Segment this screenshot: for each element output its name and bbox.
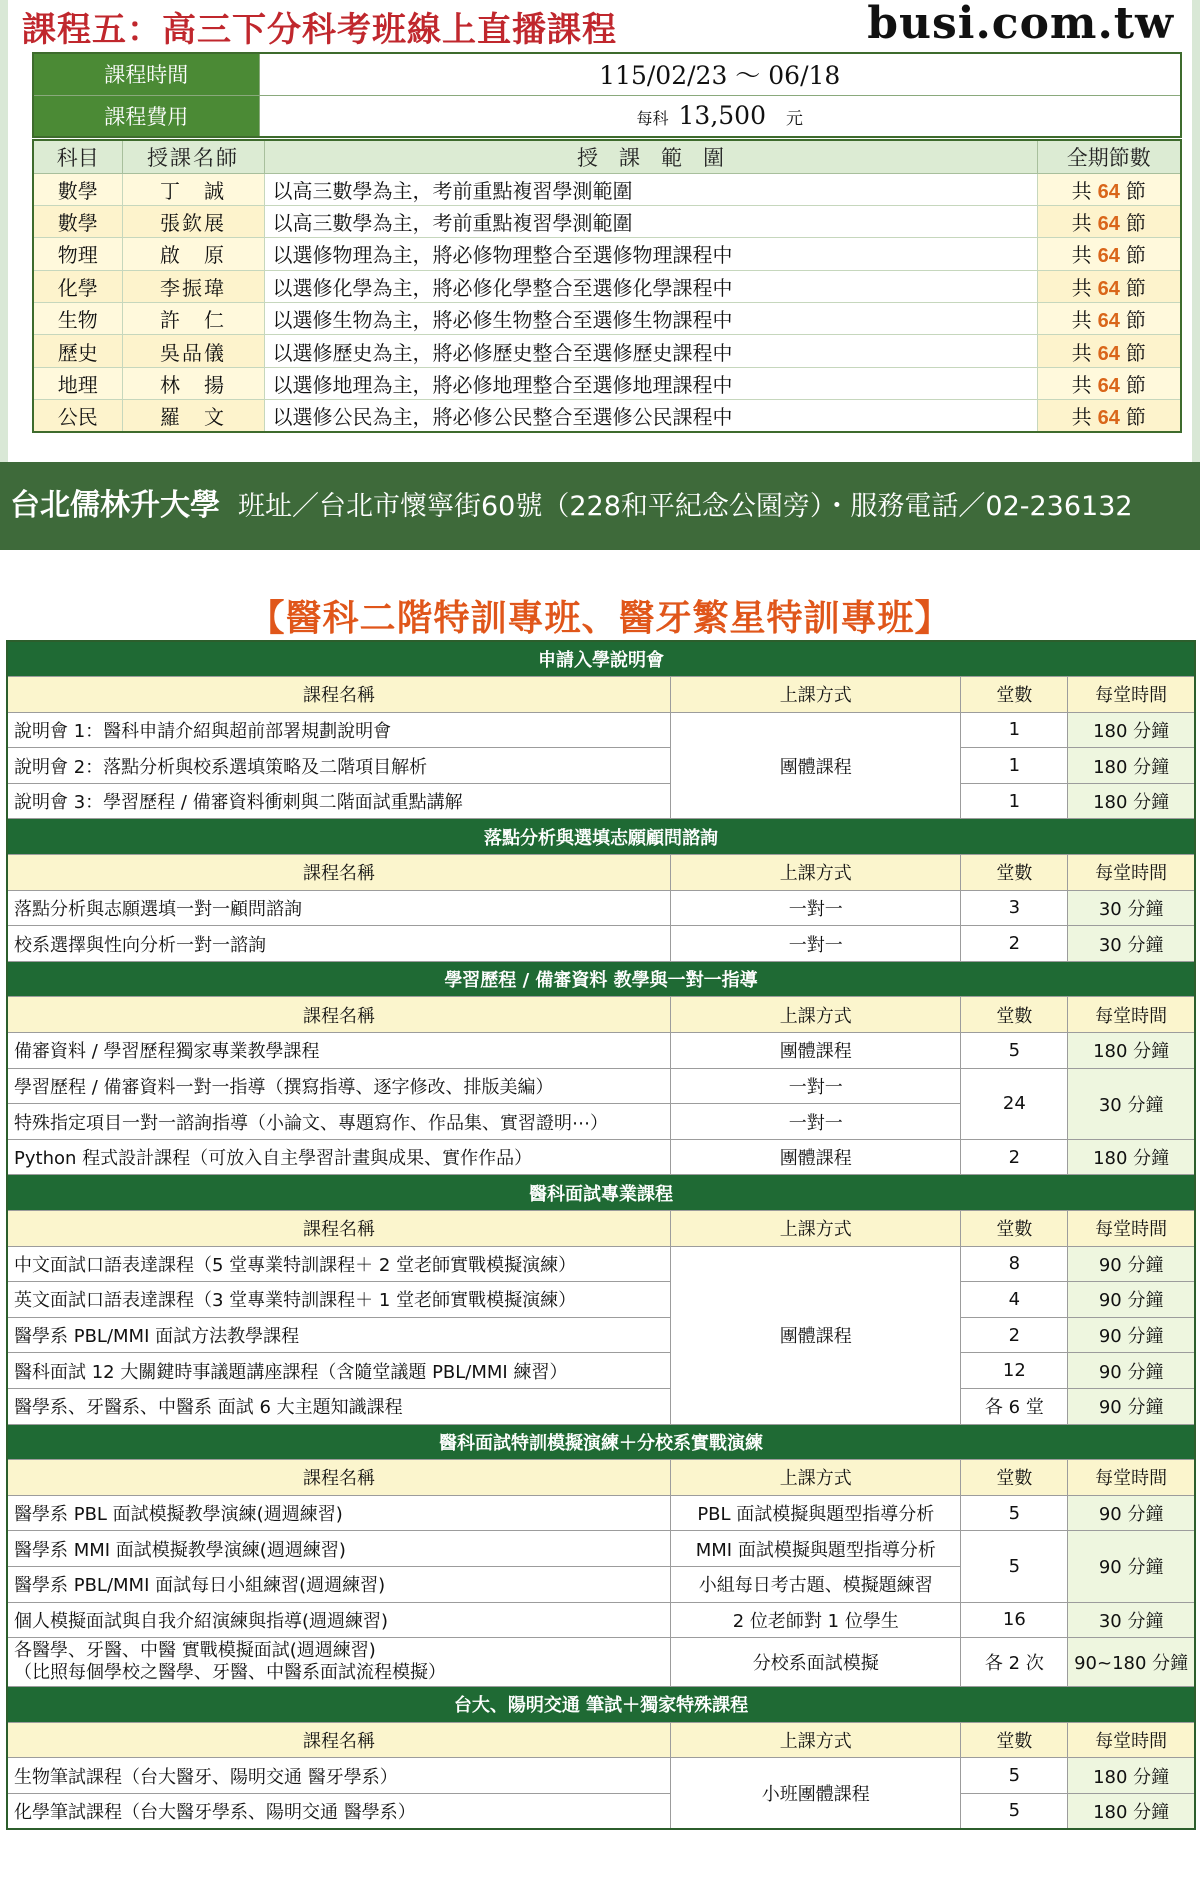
session-duration: 180 分鐘	[1068, 1758, 1195, 1794]
session-duration: 90 分鐘	[1068, 1317, 1195, 1353]
sessions-suffix: 節	[1125, 243, 1146, 268]
column-header: 課程名稱	[7, 1722, 671, 1758]
column-header: 上課方式	[671, 677, 961, 713]
program-table	[6, 640, 1196, 1830]
fee-value	[259, 95, 1181, 137]
course-name: 各醫學、牙醫、中醫 實戰模擬面試(週週練習)	[14, 1640, 376, 1662]
class-mode: 分校系面試模擬	[671, 1638, 961, 1687]
course-name: 學習歷程 / 備審資料一對一指導（撰寫指導、逐字修改、排版美編）	[7, 1068, 671, 1104]
time-label: 課程時間	[33, 53, 259, 95]
course-name: 醫學系 MMI 面試模擬教學演練(週週練習)	[7, 1531, 671, 1567]
site-url[interactable]: busi.com.tw	[867, 0, 1174, 49]
session-duration: 90 分鐘	[1068, 1353, 1195, 1389]
teacher-cell: 羅 文	[122, 400, 264, 432]
column-header: 課程名稱	[7, 997, 671, 1033]
table-row	[7, 712, 1195, 748]
table-row	[7, 1602, 1195, 1638]
column-header: 堂數	[961, 1460, 1068, 1496]
session-count: 8	[961, 1246, 1068, 1282]
scope-cell: 以選修生物為主，將必修生物整合至選修生物課程中	[264, 303, 1037, 335]
program-title: 【醫科二階特訓專班、醫牙繁星特訓專班】	[248, 598, 952, 639]
column-header: 課程名稱	[7, 855, 671, 891]
sessions-suffix: 節	[1125, 178, 1146, 203]
section-title: 落點分析與選填志願顧問諮詢	[7, 819, 1195, 855]
table-row	[7, 1033, 1195, 1069]
subject-cell: 數學	[33, 205, 122, 237]
column-header: 授課名師	[122, 140, 264, 173]
table-header-row	[33, 140, 1181, 173]
table-row	[33, 270, 1181, 302]
section-header-row	[7, 961, 1195, 997]
course-name: 生物筆試課程（台大醫牙、陽明交通 醫牙學系）	[7, 1758, 671, 1794]
session-duration: 90 分鐘	[1068, 1531, 1195, 1602]
column-header: 每堂時間	[1068, 677, 1195, 713]
session-duration: 180 分鐘	[1068, 1139, 1195, 1175]
course-name: 醫學系 PBL/MMI 面試每日小組練習(週週練習)	[7, 1566, 671, 1602]
course5-title: 課程五：高三下分科考班線上直播課程	[22, 10, 617, 50]
table-row	[7, 1495, 1195, 1531]
section-header-row	[7, 1175, 1195, 1211]
course-name-cell	[7, 1638, 671, 1687]
teacher-cell: 許 仁	[122, 303, 264, 335]
teacher-cell: 林 揚	[122, 367, 264, 399]
teacher-cell: 吳品儀	[122, 335, 264, 367]
course5-panel	[0, 0, 1200, 462]
session-count: 5	[961, 1758, 1068, 1794]
course-name: 說明會 1：醫科申請介紹與超前部署規劃說明會	[7, 712, 671, 748]
sessions-prefix: 共	[1071, 308, 1092, 333]
course5-info-table	[32, 52, 1182, 138]
column-header: 上課方式	[671, 997, 961, 1033]
session-duration: 180 分鐘	[1068, 1793, 1195, 1829]
time-value: 115/02/23 ～ 06/18	[259, 53, 1181, 95]
session-count: 3	[961, 890, 1068, 926]
class-mode: PBL 面試模擬與題型指導分析	[671, 1495, 961, 1531]
table-row	[33, 173, 1181, 205]
section-title: 台大、陽明交通 筆試＋獨家特殊課程	[7, 1687, 1195, 1723]
sessions-cell	[1037, 205, 1181, 237]
column-header: 每堂時間	[1068, 1722, 1195, 1758]
course-name: 醫學系、牙醫系、中醫系 面試 6 大主題知識課程	[7, 1388, 671, 1424]
session-duration: 90 分鐘	[1068, 1282, 1195, 1318]
sessions-suffix: 節	[1125, 308, 1146, 333]
column-header: 上課方式	[671, 1460, 961, 1496]
sessions-count: 64	[1097, 342, 1120, 365]
session-count: 1	[961, 748, 1068, 784]
session-count: 2	[961, 1139, 1068, 1175]
course-name: 英文面試口語表達課程（3 堂專業特訓課程＋ 1 堂老師實戰模擬演練）	[7, 1282, 671, 1318]
session-duration: 90 分鐘	[1068, 1495, 1195, 1531]
sessions-prefix: 共	[1071, 211, 1092, 236]
sessions-suffix: 節	[1125, 275, 1146, 300]
column-header-row	[7, 677, 1195, 713]
class-mode: 團體課程	[671, 1033, 961, 1069]
column-header-row	[7, 1211, 1195, 1247]
school-banner	[0, 462, 1200, 550]
class-mode: 小班團體課程	[671, 1758, 961, 1829]
table-row	[33, 238, 1181, 270]
sessions-cell	[1037, 400, 1181, 432]
column-header: 上課方式	[671, 855, 961, 891]
fee-label: 課程費用	[33, 95, 259, 137]
column-header: 全期節數	[1037, 140, 1181, 173]
subject-cell: 化學	[33, 270, 122, 302]
table-row	[7, 748, 1195, 784]
column-header: 每堂時間	[1068, 855, 1195, 891]
sessions-count: 64	[1097, 180, 1120, 203]
table-row	[33, 367, 1181, 399]
section-title: 醫科面試專業課程	[7, 1175, 1195, 1211]
course5-rows	[33, 173, 1181, 432]
course5-subject-table	[32, 139, 1182, 433]
session-duration: 30 分鐘	[1068, 926, 1195, 962]
column-header: 課程名稱	[7, 1460, 671, 1496]
school-info	[10, 480, 1133, 524]
session-duration: 30 分鐘	[1068, 1068, 1195, 1139]
sessions-cell	[1037, 367, 1181, 399]
session-duration: 90 分鐘	[1068, 1246, 1195, 1282]
class-mode: 一對一	[671, 1068, 961, 1104]
fee-amount: 13,500	[678, 101, 766, 131]
table-row	[7, 1317, 1195, 1353]
table-row	[7, 1282, 1195, 1318]
class-mode: 一對一	[671, 926, 961, 962]
session-duration: 90~180 分鐘	[1068, 1638, 1195, 1687]
course-name: 醫學系 PBL 面試模擬教學演練(週週練習)	[7, 1495, 671, 1531]
subject-cell: 物理	[33, 238, 122, 270]
table-row	[7, 926, 1195, 962]
fee-prefix: 每科	[636, 109, 669, 129]
table-row	[7, 1068, 1195, 1104]
course-name: 說明會 2：落點分析與校系選填策略及二階項目解析	[7, 748, 671, 784]
sessions-prefix: 共	[1071, 405, 1092, 430]
teacher-cell: 張欽展	[122, 205, 264, 237]
info-row	[33, 95, 1181, 137]
section-header-row	[7, 641, 1195, 677]
sessions-suffix: 節	[1125, 340, 1146, 365]
course-name: 校系選擇與性向分析一對一諮詢	[7, 926, 671, 962]
session-count: 5	[961, 1793, 1068, 1829]
sessions-prefix: 共	[1071, 178, 1092, 203]
school-name: 台北儒林升大學	[10, 488, 220, 523]
session-count: 各 2 次	[961, 1638, 1068, 1687]
column-header: 課程名稱	[7, 677, 671, 713]
teacher-cell: 李振瑋	[122, 270, 264, 302]
table-row	[7, 1793, 1195, 1829]
sessions-suffix: 節	[1125, 373, 1146, 398]
column-header: 上課方式	[671, 1722, 961, 1758]
class-mode: 小組每日考古題、模擬題練習	[671, 1566, 961, 1602]
sessions-prefix: 共	[1071, 373, 1092, 398]
session-count: 5	[961, 1033, 1068, 1069]
column-header: 課程名稱	[7, 1211, 671, 1247]
sessions-count: 64	[1097, 407, 1120, 430]
column-header: 科目	[33, 140, 122, 173]
course-name: 特殊指定項目一對一諮詢指導（小論文、專題寫作、作品集、實習證明⋯）	[7, 1104, 671, 1140]
session-count: 5	[961, 1531, 1068, 1602]
course-name: 備審資料 / 學習歷程獨家專業教學課程	[7, 1033, 671, 1069]
table-row	[7, 1388, 1195, 1424]
sessions-cell	[1037, 335, 1181, 367]
sessions-count: 64	[1097, 213, 1120, 236]
course-name: 醫學系 PBL/MMI 面試方法教學課程	[7, 1317, 671, 1353]
teacher-cell: 啟 原	[122, 238, 264, 270]
column-header-row	[7, 1722, 1195, 1758]
session-count: 24	[961, 1068, 1068, 1139]
program-rows	[7, 641, 1195, 1829]
sessions-prefix: 共	[1071, 275, 1092, 300]
section-header-row	[7, 1424, 1195, 1460]
course-name: Python 程式設計課程（可放入自主學習計畫與成果、實作作品）	[7, 1139, 671, 1175]
column-header-row	[7, 855, 1195, 891]
course-name: 說明會 3：學習歷程 / 備審資料衝刺與二階面試重點講解	[7, 783, 671, 819]
session-duration: 180 分鐘	[1068, 748, 1195, 784]
table-row	[7, 1531, 1195, 1567]
table-row	[33, 400, 1181, 432]
teacher-cell: 丁 誠	[122, 173, 264, 205]
sessions-count: 64	[1097, 245, 1120, 268]
course-name: 化學筆試課程（台大醫牙學系、陽明交通 醫學系）	[7, 1793, 671, 1829]
table-row	[7, 1353, 1195, 1389]
scope-cell: 以選修化學為主，將必修化學整合至選修化學課程中	[264, 270, 1037, 302]
sessions-count: 64	[1097, 310, 1120, 333]
table-row	[7, 1139, 1195, 1175]
column-header: 每堂時間	[1068, 997, 1195, 1033]
sessions-cell	[1037, 173, 1181, 205]
scope-cell: 以選修物理為主，將必修物理整合至選修物理課程中	[264, 238, 1037, 270]
table-row	[7, 783, 1195, 819]
session-count: 12	[961, 1353, 1068, 1389]
scope-cell: 以選修公民為主，將必修公民整合至選修公民課程中	[264, 400, 1037, 432]
section-title: 學習歷程 / 備審資料 教學與一對一指導	[7, 961, 1195, 997]
table-row	[7, 890, 1195, 926]
sessions-cell	[1037, 238, 1181, 270]
session-duration: 180 分鐘	[1068, 783, 1195, 819]
session-duration: 30 分鐘	[1068, 1602, 1195, 1638]
session-duration: 180 分鐘	[1068, 1033, 1195, 1069]
section-header-row	[7, 819, 1195, 855]
table-row	[7, 1638, 1195, 1687]
fee-unit: 元	[786, 109, 803, 130]
class-mode: MMI 面試模擬與題型指導分析	[671, 1531, 961, 1567]
info-row	[33, 53, 1181, 95]
column-header-row	[7, 1460, 1195, 1496]
session-count: 2	[961, 1317, 1068, 1353]
session-count: 5	[961, 1495, 1068, 1531]
class-mode: 一對一	[671, 1104, 961, 1140]
class-mode: 2 位老師對 1 位學生	[671, 1602, 961, 1638]
sessions-suffix: 節	[1125, 211, 1146, 236]
table-row	[7, 1246, 1195, 1282]
column-header: 上課方式	[671, 1211, 961, 1247]
table-row	[7, 1758, 1195, 1794]
class-mode: 團體課程	[671, 1139, 961, 1175]
school-address: 班址／台北市懷寧街60號（228和平紀念公園旁）・服務電話／02-236132	[238, 491, 1133, 522]
class-mode: 團體課程	[671, 1246, 961, 1424]
sessions-cell	[1037, 303, 1181, 335]
course-name: 落點分析與志願選填一對一顧問諮詢	[7, 890, 671, 926]
table-row	[33, 205, 1181, 237]
column-header-row	[7, 997, 1195, 1033]
scope-cell: 以高三數學為主，考前重點複習學測範圍	[264, 173, 1037, 205]
column-header: 堂數	[961, 855, 1068, 891]
course-name-note: （比照每個學校之醫學、牙醫、中醫系面試流程模擬）	[14, 1662, 446, 1684]
column-header: 堂數	[961, 677, 1068, 713]
section-header-row	[7, 1687, 1195, 1723]
subject-cell: 生物	[33, 303, 122, 335]
column-header: 堂數	[961, 1211, 1068, 1247]
class-mode: 團體課程	[671, 712, 961, 819]
sessions-cell	[1037, 270, 1181, 302]
session-count: 4	[961, 1282, 1068, 1318]
scope-cell: 以高三數學為主，考前重點複習學測範圍	[264, 205, 1037, 237]
column-header: 授 課 範 圍	[264, 140, 1037, 173]
section-title: 申請入學說明會	[7, 641, 1195, 677]
sessions-prefix: 共	[1071, 340, 1092, 365]
sessions-prefix: 共	[1071, 243, 1092, 268]
subject-cell: 地理	[33, 367, 122, 399]
column-header: 每堂時間	[1068, 1460, 1195, 1496]
session-duration: 90 分鐘	[1068, 1388, 1195, 1424]
session-count: 1	[961, 712, 1068, 748]
sessions-suffix: 節	[1125, 405, 1146, 430]
column-header: 堂數	[961, 997, 1068, 1033]
column-header: 堂數	[961, 1722, 1068, 1758]
sessions-count: 64	[1097, 277, 1120, 300]
session-count: 2	[961, 926, 1068, 962]
table-row	[33, 335, 1181, 367]
sessions-count: 64	[1097, 375, 1120, 398]
course-name: 個人模擬面試與自我介紹演練與指導(週週練習)	[7, 1602, 671, 1638]
table-row	[33, 303, 1181, 335]
subject-cell: 公民	[33, 400, 122, 432]
course-name: 中文面試口語表達課程（5 堂專業特訓課程＋ 2 堂老師實戰模擬演練）	[7, 1246, 671, 1282]
course5-card	[8, 0, 1192, 462]
subject-cell: 數學	[33, 173, 122, 205]
session-count: 1	[961, 783, 1068, 819]
scope-cell: 以選修歷史為主，將必修歷史整合至選修歷史課程中	[264, 335, 1037, 367]
section-title: 醫科面試特訓模擬演練＋分校系實戰演練	[7, 1424, 1195, 1460]
column-header: 每堂時間	[1068, 1211, 1195, 1247]
session-duration: 180 分鐘	[1068, 712, 1195, 748]
scope-cell: 以選修地理為主，將必修地理整合至選修地理課程中	[264, 367, 1037, 399]
session-count: 16	[961, 1602, 1068, 1638]
course-name: 醫科面試 12 大關鍵時事議題講座課程（含隨堂議題 PBL/MMI 練習）	[7, 1353, 671, 1389]
class-mode: 一對一	[671, 890, 961, 926]
session-count: 各 6 堂	[961, 1388, 1068, 1424]
session-duration: 30 分鐘	[1068, 890, 1195, 926]
subject-cell: 歷史	[33, 335, 122, 367]
